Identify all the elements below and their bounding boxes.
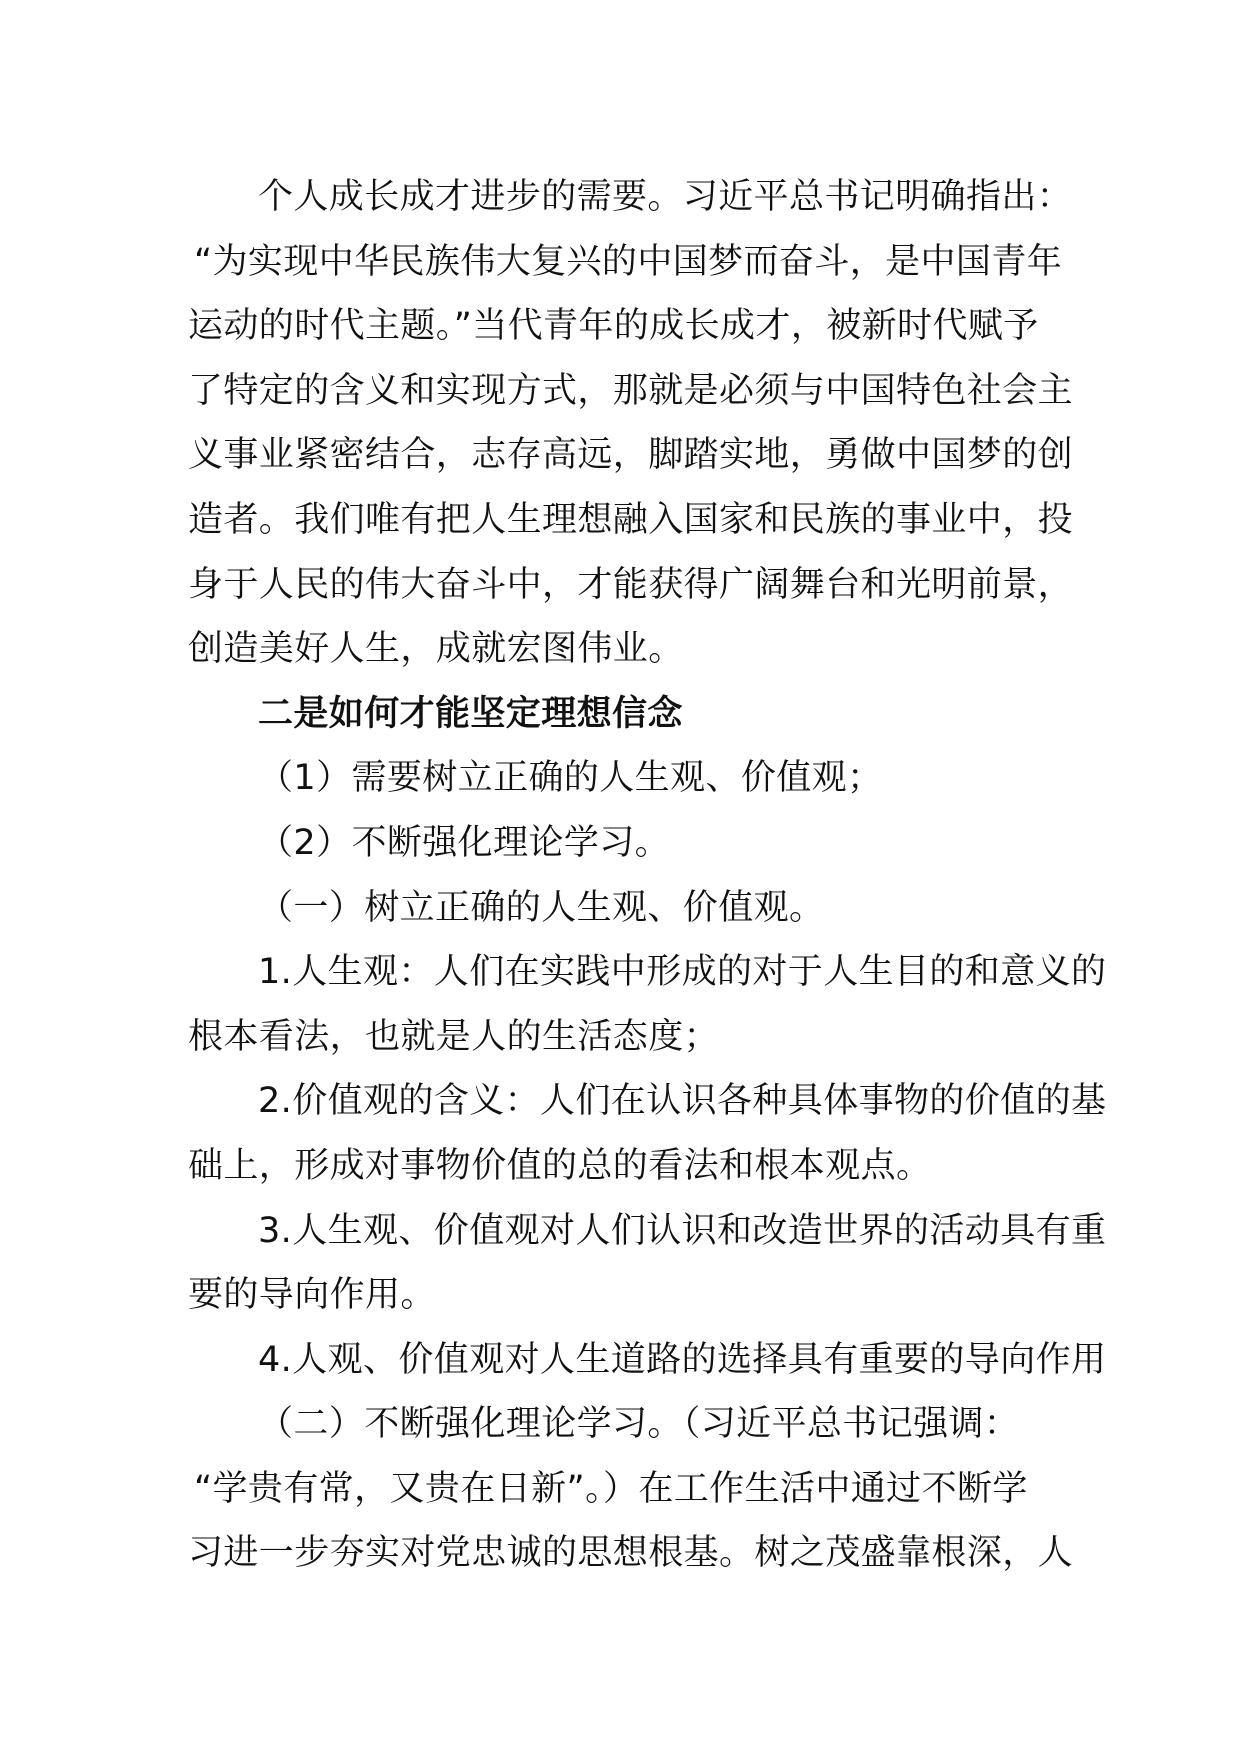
text-line: 身于人民的伟大奋斗中，才能获得广阔舞台和光明前景，: [188, 564, 1074, 605]
text-line: 1.人生观：人们在实践中形成的对于人生目的和意义的: [258, 952, 1107, 993]
text-line: “学贵有常，又贵在日新”。）在工作生活中通过不断学: [194, 1468, 1028, 1509]
text-line: 造者。我们唯有把人生理想融入国家和民族的事业中，投: [188, 499, 1074, 540]
text-line: 创造美好人生，成就宏图伟业。: [188, 629, 684, 670]
text-line: 要的导向作用。: [188, 1275, 436, 1316]
document-body: [188, 165, 1107, 1586]
text-line: 根本看法，也就是人的生活态度；: [188, 1016, 720, 1057]
subsection-heading: （一）树立正确的人生观、价值观。: [258, 887, 825, 928]
section-heading: 二是如何才能坚定理想信念: [258, 693, 683, 734]
text-line: 础上，形成对事物价值的总的看法和根本观点。: [188, 1145, 932, 1186]
list-item: （2）不断强化理论学习。: [258, 822, 671, 863]
text-line: “为实现中华民族伟大复兴的中国梦而奋斗，是中国青年: [194, 241, 1063, 282]
text-line: 运动的时代主题。”当代青年的成长成才，被新时代赋予: [188, 306, 1039, 347]
text-line: 义事业紧密结合，志存高远，脚踏实地，勇做中国梦的创: [188, 435, 1074, 476]
list-item: （1）需要树立正确的人生观、价值观；: [258, 758, 883, 799]
text-line: 习进一步夯实对党忠诚的思想根基。树之茂盛靠根深，人: [188, 1533, 1074, 1574]
subsection-heading: （二）不断强化理论学习。（习近平总书记强调：: [258, 1404, 1020, 1445]
text-line: 个人成长成才进步的需要。习近平总书记明确指出：: [258, 177, 1073, 217]
text-line: 3.人生观、价值观对人们认识和改造世界的活动具有重: [258, 1210, 1107, 1251]
text-line: 2.价值观的含义：人们在认识各种具体事物的价值的基: [258, 1081, 1107, 1122]
text-line: 了特定的含义和实现方式，那就是必须与中国特色社会主: [188, 370, 1074, 411]
text-line: 4.人观、价值观对人生道路的选择具有重要的导向作用: [258, 1339, 1107, 1380]
